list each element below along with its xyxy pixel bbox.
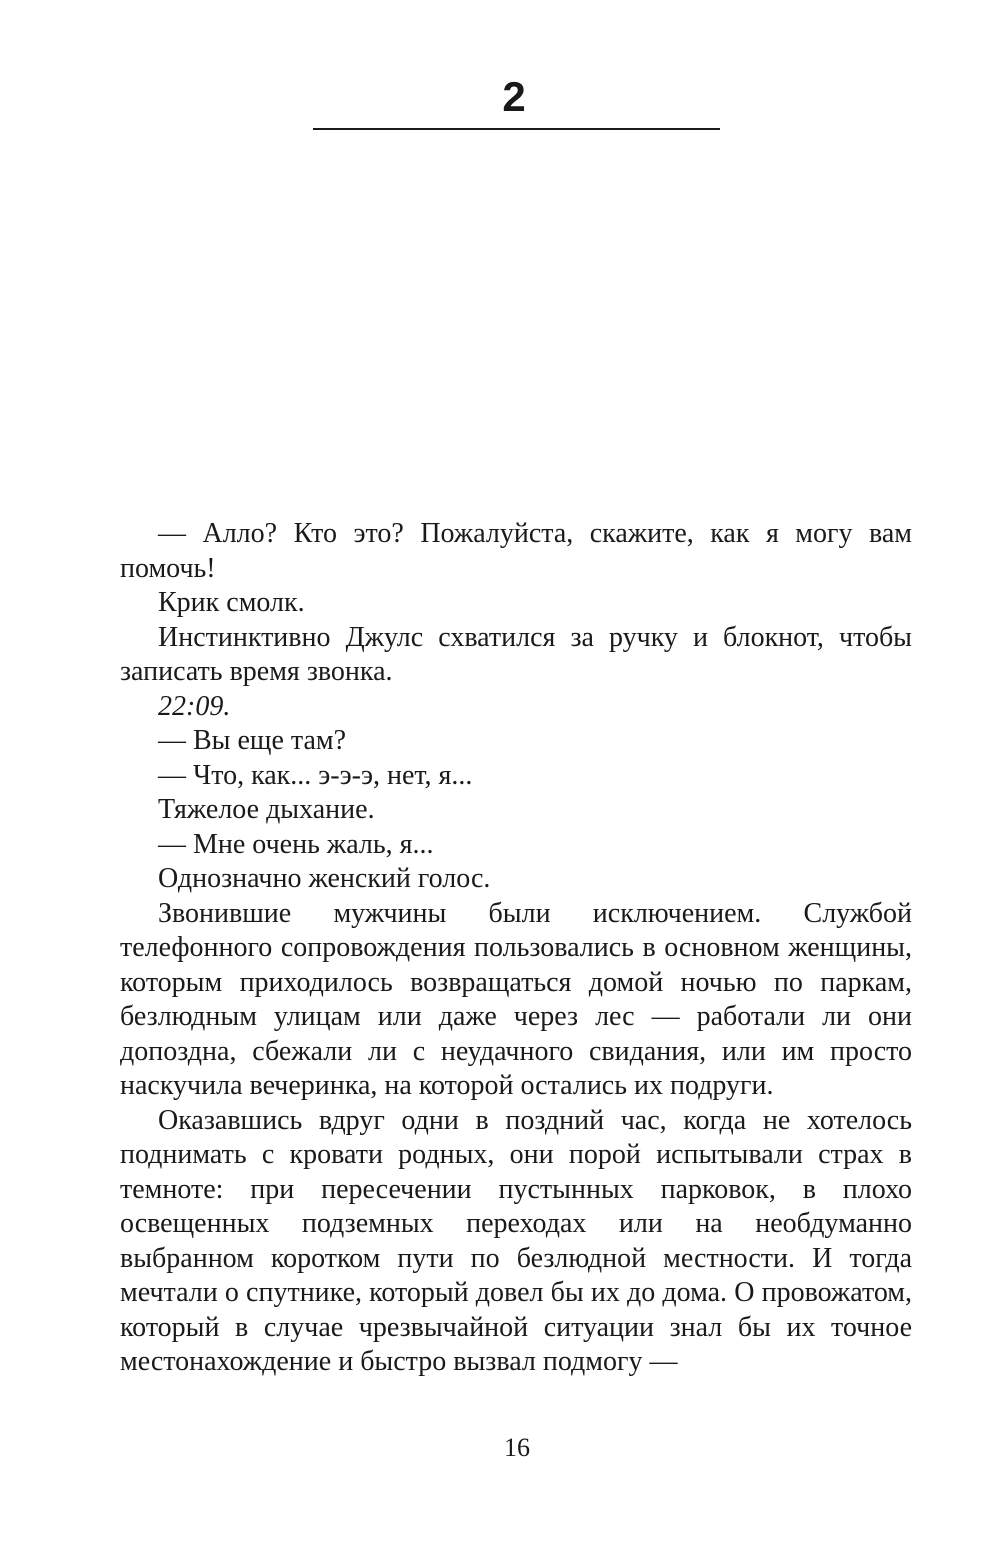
- chapter-rule: [313, 128, 720, 130]
- paragraph-time: 22:09.: [158, 690, 231, 722]
- paragraph-11: Оказавшись вдруг одни в поздний час, когда не хотелось поднимать с кровати родных, они порой испытывали страх в темноте: при пересечении пустынных парковок, в плохо освещенных подземных переходах или на необдуманно выбранном коротком пути по безлюдной местности. И тогда мечтали о спутнике, который довел бы их до дома. О провожатом, который в случае чрезвычайной ситуации знал бы их точное местонахождение и быстро вызвал подмогу —: [120, 1104, 912, 1377]
- paragraph-2: Крик смолк.: [158, 587, 305, 618]
- body-text: [120, 517, 912, 1380]
- paragraph-8: — Мне очень жаль, я...: [158, 828, 434, 860]
- paragraph-1: — Алло? Кто это? Пожалуйста, скажите, как я могу вам помочь!: [120, 518, 912, 584]
- page-number: 16: [504, 1433, 530, 1462]
- chapter-number: 2: [502, 73, 526, 120]
- paragraph-7: Тяжелое дыхание.: [158, 794, 375, 825]
- paragraph-5: — Вы еще там?: [158, 725, 347, 756]
- paragraph-10: Звонившие мужчины были исключением. Службой телефонного сопровождения пользовались в основном женщины, которым приходилось возвращаться домой ночью по паркам, безлюдным улицам или даже через лес — работали ли они допоздна, сбежали ли с неудачного свидания, или им просто наскучила вечеринка, на которой остались их подруги.: [120, 897, 912, 1101]
- paragraph-9: Однозначно женский голос.: [158, 863, 491, 894]
- paragraph-3: Инстинктивно Джулс схватился за ручку и блокнот, чтобы записать время звонка.: [120, 621, 912, 687]
- paragraph-6: — Что, как... э-э-э, нет, я...: [158, 759, 473, 791]
